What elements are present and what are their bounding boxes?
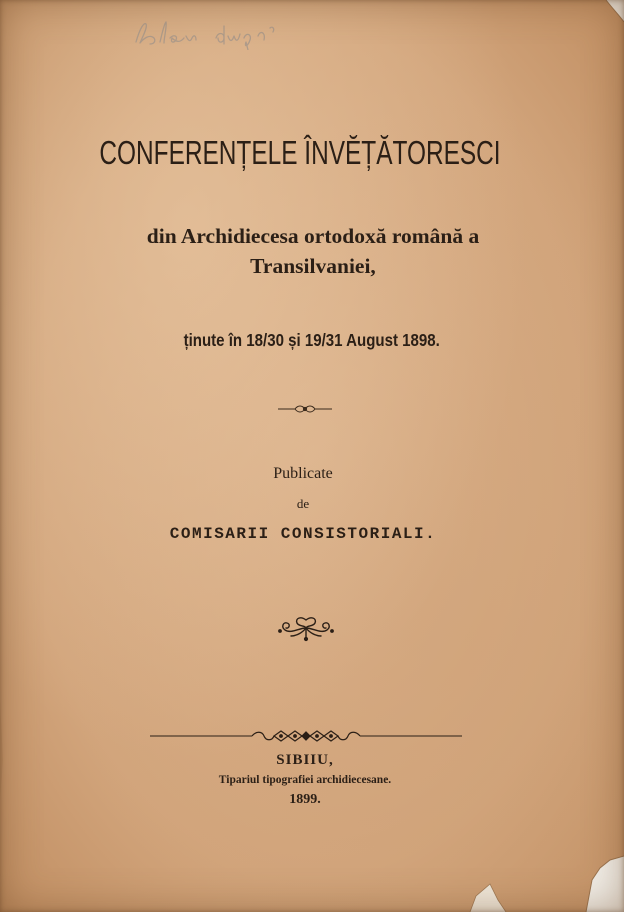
subtitle-line-1: din Archidiecesa ortodoxă română a <box>146 224 480 248</box>
flourish-ornament-icon <box>277 402 333 416</box>
subtitle-line-2: Transilvaniei, <box>250 254 376 278</box>
pencil-inscription <box>130 16 330 50</box>
publication-year: 1899. <box>289 792 321 807</box>
by-label: de <box>296 496 310 511</box>
fleuron-ornament-icon <box>277 614 335 642</box>
conference-dates: ținute în 18/30 și 19/31 August 1898. <box>183 330 440 350</box>
published-label: Publicate <box>273 465 333 482</box>
publisher-name: COMISARII CONSISTORIALI. <box>169 525 437 543</box>
ornamental-rule-icon <box>148 728 464 744</box>
publication-city: SIBIIU, <box>276 752 334 768</box>
printer-name: Tipariul tipografiei archidiecesane. <box>218 774 392 786</box>
book-title: CONFERENȚELE ÎNVĔȚĂTORESCI <box>99 134 501 171</box>
book-subtitle <box>60 221 566 281</box>
